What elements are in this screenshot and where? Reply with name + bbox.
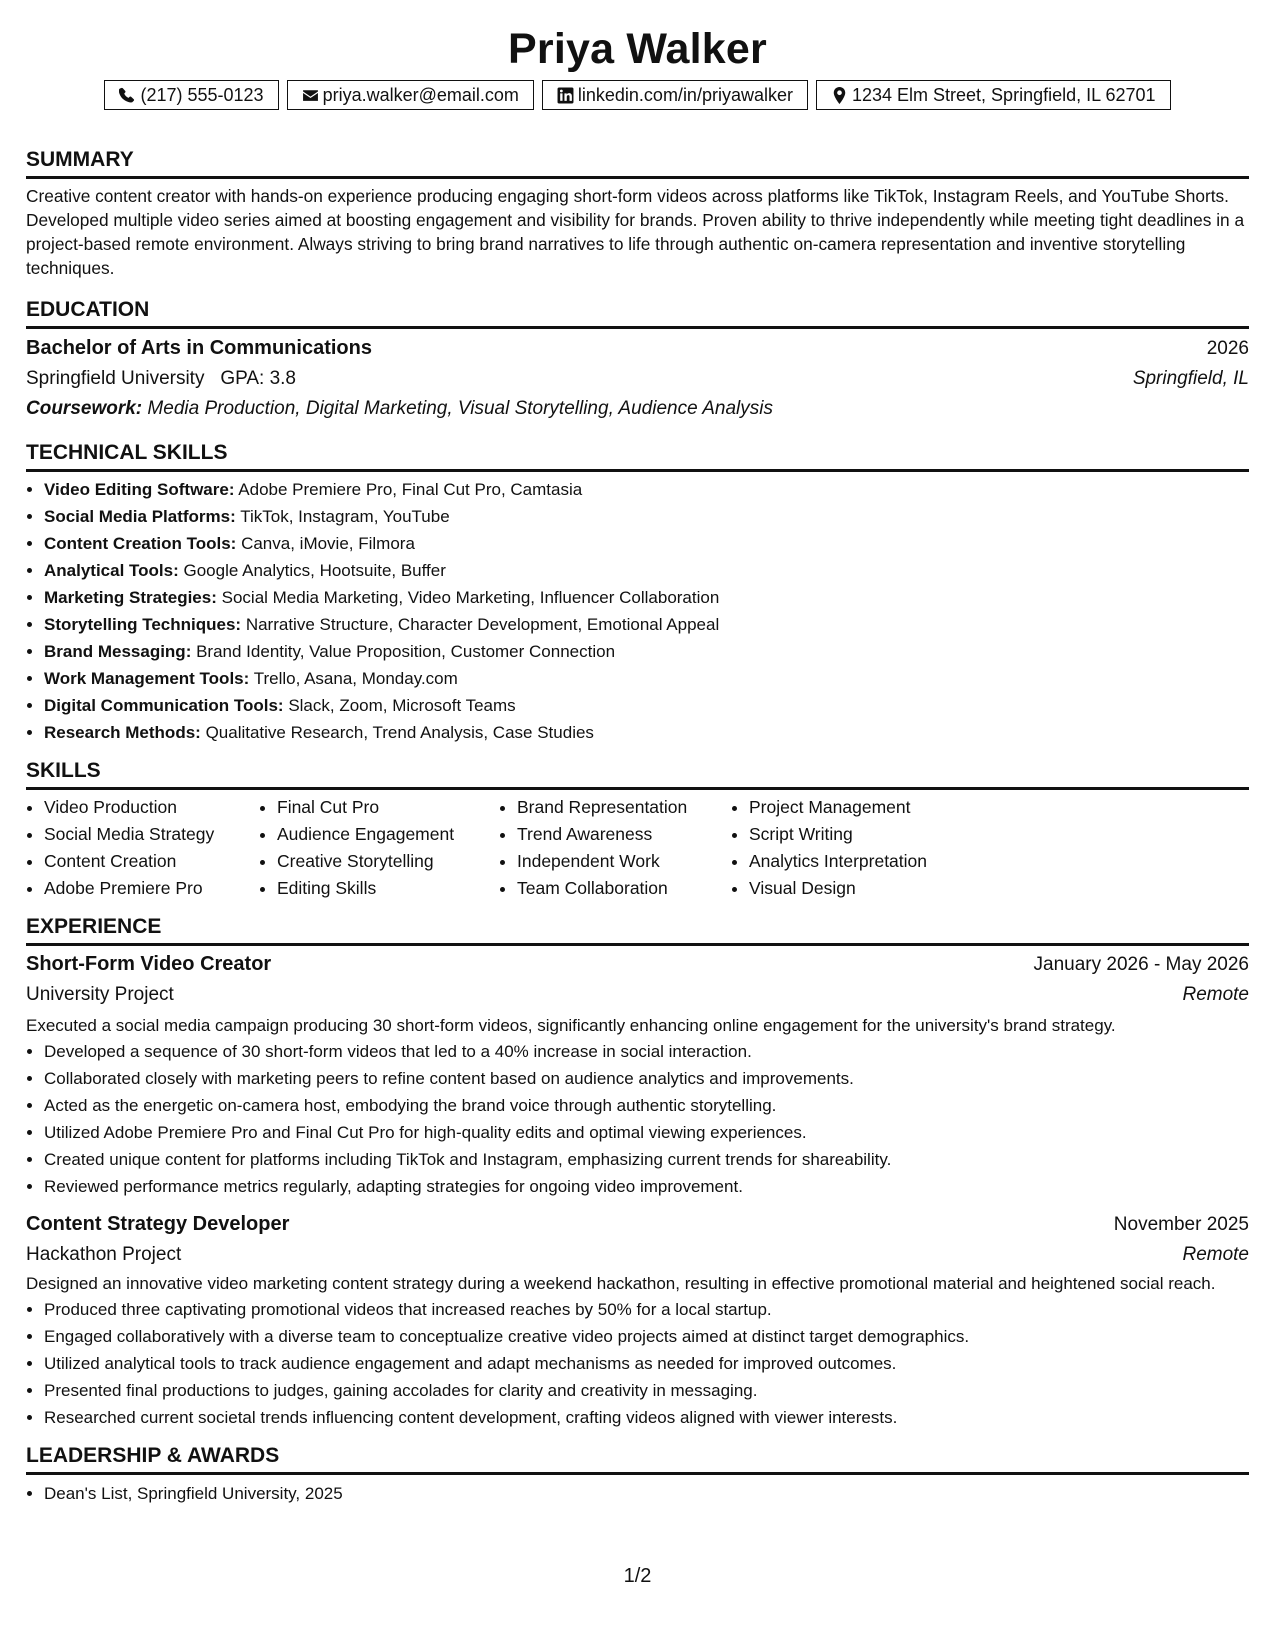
list-item: • Reviewed performance metrics regularly, adapting strategies for ongoing video improvement. bbox=[44, 1173, 1249, 1200]
contact-address bbox=[816, 80, 1171, 110]
contact-address-text: 1234 Elm Street, Springfield, IL 62701 bbox=[851, 84, 1156, 105]
skill-category-value: Google Analytics, Hootsuite, Buffer bbox=[183, 561, 446, 580]
job-sub-row bbox=[26, 1240, 1249, 1270]
skill-category-value: TikTok, Instagram, YouTube bbox=[240, 507, 450, 526]
candidate-name: Priya Walker bbox=[508, 25, 767, 73]
leadership-list bbox=[26, 1480, 1249, 1507]
contact-email[interactable] bbox=[287, 80, 534, 110]
section-title-education: EDUCATION bbox=[26, 297, 1249, 329]
list-item: • Video Production bbox=[44, 794, 259, 821]
coursework-line bbox=[26, 394, 1249, 424]
list-item: • Presented final productions to judges, gaining accolades for clarity and creativity in messaging. bbox=[44, 1377, 1249, 1404]
skill-category-label: Marketing Strategies: bbox=[44, 588, 217, 607]
technical-skills-section bbox=[26, 440, 1249, 746]
list-item: • Utilized analytical tools to track audience engagement and adapt mechanisms as needed for improved outcomes. bbox=[44, 1350, 1249, 1377]
list-item: • Acted as the energetic on-camera host, embodying the brand voice through authentic storytelling. bbox=[44, 1092, 1249, 1119]
skill-category-value: Canva, iMovie, Filmora bbox=[241, 534, 415, 553]
resume-page bbox=[26, 24, 1249, 1507]
job-header-row bbox=[26, 949, 1249, 980]
list-item bbox=[44, 503, 1249, 530]
list-item: • Utilized Adobe Premiere Pro and Final Cut Pro for high-quality edits and optimal viewing experiences. bbox=[44, 1119, 1249, 1146]
skill-category-label: Digital Communication Tools: bbox=[44, 696, 284, 715]
section-title-summary: SUMMARY bbox=[26, 147, 1249, 179]
list-item bbox=[44, 476, 1249, 503]
skill-category-label: Brand Messaging: bbox=[44, 642, 192, 661]
gpa: GPA: 3.8 bbox=[220, 368, 296, 389]
list-item bbox=[44, 611, 1249, 638]
skills-column-4 bbox=[731, 794, 989, 902]
experience-section bbox=[26, 914, 1249, 1431]
leadership-section bbox=[26, 1443, 1249, 1507]
list-item bbox=[44, 638, 1249, 665]
list-item: • Final Cut Pro bbox=[277, 794, 499, 821]
graduation-year: 2026 bbox=[1206, 338, 1249, 359]
skill-category-label: Storytelling Techniques: bbox=[44, 615, 242, 634]
job-role: Short-Form Video Creator bbox=[26, 953, 272, 975]
list-item: • Visual Design bbox=[749, 875, 989, 902]
envelope-icon bbox=[302, 87, 319, 104]
skills-section bbox=[26, 758, 1249, 902]
contact-linkedin[interactable] bbox=[542, 80, 808, 110]
section-title-leadership: LEADERSHIP & AWARDS bbox=[26, 1443, 1249, 1475]
job-bullets bbox=[26, 1038, 1249, 1200]
skills-columns bbox=[26, 794, 1249, 902]
contact-email-text[interactable]: priya.walker@email.com bbox=[322, 84, 519, 105]
section-title-technical-skills: TECHNICAL SKILLS bbox=[26, 440, 1249, 472]
job-entry bbox=[26, 1209, 1249, 1431]
skill-category-value: Slack, Zoom, Microsoft Teams bbox=[288, 696, 516, 715]
skill-category-value: Qualitative Research, Trend Analysis, Case Studies bbox=[205, 723, 594, 742]
list-item: • Editing Skills bbox=[277, 875, 499, 902]
skill-category-label: Video Editing Software: bbox=[44, 480, 235, 499]
contact-phone-text: (217) 555-0123 bbox=[140, 84, 264, 105]
list-item bbox=[44, 530, 1249, 557]
job-sub-row bbox=[26, 980, 1249, 1010]
linkedin-icon bbox=[557, 87, 574, 104]
job-summary: Executed a social media campaign producing 30 short-form videos, significantly enhancing online engagement for the university's brand strategy. bbox=[26, 1016, 1116, 1035]
list-item: • Script Writing bbox=[749, 821, 989, 848]
list-item: • Brand Representation bbox=[517, 794, 731, 821]
education-section bbox=[26, 297, 1249, 424]
section-title-experience: EXPERIENCE bbox=[26, 914, 1249, 946]
school-location: Springfield, IL bbox=[1132, 368, 1249, 389]
list-item: • Engaged collaboratively with a diverse team to conceptualize creative video projects aimed at distinct target demographics. bbox=[44, 1323, 1249, 1350]
list-item: • Audience Engagement bbox=[277, 821, 499, 848]
skill-category-label: Work Management Tools: bbox=[44, 669, 250, 688]
list-item bbox=[44, 557, 1249, 584]
job-location: Remote bbox=[1182, 1244, 1249, 1265]
contact-linkedin-text[interactable]: linkedin.com/in/priyawalker bbox=[577, 84, 793, 105]
education-sub-row bbox=[26, 364, 1249, 394]
skill-category-value: Narrative Structure, Character Development, Emotional Appeal bbox=[245, 615, 720, 634]
list-item: • Produced three captivating promotional videos that increased reaches by 50% for a local startup. bbox=[44, 1296, 1249, 1323]
skills-column-2 bbox=[259, 794, 499, 902]
job-location: Remote bbox=[1182, 984, 1249, 1005]
section-title-skills: SKILLS bbox=[26, 758, 1249, 790]
skill-category-value: Social Media Marketing, Video Marketing, Influencer Collaboration bbox=[221, 588, 720, 607]
skill-category-label: Social Media Platforms: bbox=[44, 507, 236, 526]
list-item bbox=[44, 665, 1249, 692]
job-dates: January 2026 - May 2026 bbox=[1033, 954, 1249, 975]
job-header-row bbox=[26, 1209, 1249, 1240]
list-item: • Researched current societal trends influencing content development, crafting videos aligned with viewer interests. bbox=[44, 1404, 1249, 1431]
summary-section bbox=[26, 147, 1249, 280]
coursework-label: Coursework: bbox=[26, 398, 143, 419]
skill-category-label: Research Methods: bbox=[44, 723, 201, 742]
list-item: • Adobe Premiere Pro bbox=[44, 875, 259, 902]
school-name: Springfield University bbox=[26, 368, 205, 389]
job-role: Content Strategy Developer bbox=[26, 1213, 290, 1235]
skill-category-label: Analytical Tools: bbox=[44, 561, 179, 580]
skill-category-value: Trello, Asana, Monday.com bbox=[253, 669, 458, 688]
page-number: 1/2 bbox=[623, 1565, 652, 1587]
job-org: Hackathon Project bbox=[26, 1244, 182, 1265]
list-item: • Independent Work bbox=[517, 848, 731, 875]
education-header-row bbox=[26, 333, 1249, 364]
list-item: • Project Management bbox=[749, 794, 989, 821]
job-dates: November 2025 bbox=[1113, 1214, 1249, 1235]
contact-bar bbox=[26, 80, 1249, 110]
list-item: • Content Creation bbox=[44, 848, 259, 875]
location-pin-icon bbox=[831, 87, 848, 104]
job-bullets bbox=[26, 1296, 1249, 1431]
list-item: • Created unique content for platforms including TikTok and Instagram, emphasizing current trends for shareability. bbox=[44, 1146, 1249, 1173]
list-item: • Social Media Strategy bbox=[44, 821, 259, 848]
skill-category-label: Content Creation Tools: bbox=[44, 534, 237, 553]
phone-icon bbox=[119, 87, 136, 104]
technical-skills-list bbox=[26, 476, 1249, 746]
list-item: • Team Collaboration bbox=[517, 875, 731, 902]
list-item: • Analytics Interpretation bbox=[749, 848, 989, 875]
summary-text: Creative content creator with hands-on experience producing engaging short-form videos across platforms like TikTok, Instagram Reels, and YouTube Shorts. Developed multiple video series aimed at boosting engagement and visibility for brands. Proven ability to thrive independently while meeting tight deadlines in a project-based remote environment. Always striving to bring brand narratives to life through authentic on-camera representation and inventive storytelling techniques. bbox=[26, 186, 1245, 278]
list-item bbox=[44, 692, 1249, 719]
list-item: • Dean's List, Springfield University, 2025 bbox=[44, 1480, 1249, 1507]
contact-phone bbox=[104, 80, 278, 110]
list-item: • Trend Awareness bbox=[517, 821, 731, 848]
skill-category-value: Brand Identity, Value Proposition, Customer Connection bbox=[196, 642, 616, 661]
list-item: • Creative Storytelling bbox=[277, 848, 499, 875]
school-line bbox=[26, 364, 296, 394]
job-org: University Project bbox=[26, 984, 174, 1005]
list-item bbox=[44, 584, 1249, 611]
skills-column-1 bbox=[26, 794, 259, 902]
list-item bbox=[44, 719, 1249, 746]
list-item: • Collaborated closely with marketing peers to refine content based on audience analytics and improvements. bbox=[44, 1065, 1249, 1092]
job-summary: Designed an innovative video marketing content strategy during a weekend hackathon, resulting in effective promotional material and heightened social reach. bbox=[26, 1274, 1216, 1293]
list-item: • Developed a sequence of 30 short-form videos that led to a 40% increase in social interaction. bbox=[44, 1038, 1249, 1065]
coursework-list: Media Production, Digital Marketing, Visual Storytelling, Audience Analysis bbox=[147, 398, 773, 419]
skill-category-value: Adobe Premiere Pro, Final Cut Pro, Camtasia bbox=[238, 480, 583, 499]
skills-column-3 bbox=[499, 794, 731, 902]
job-entry bbox=[26, 949, 1249, 1200]
degree: Bachelor of Arts in Communications bbox=[26, 337, 372, 359]
